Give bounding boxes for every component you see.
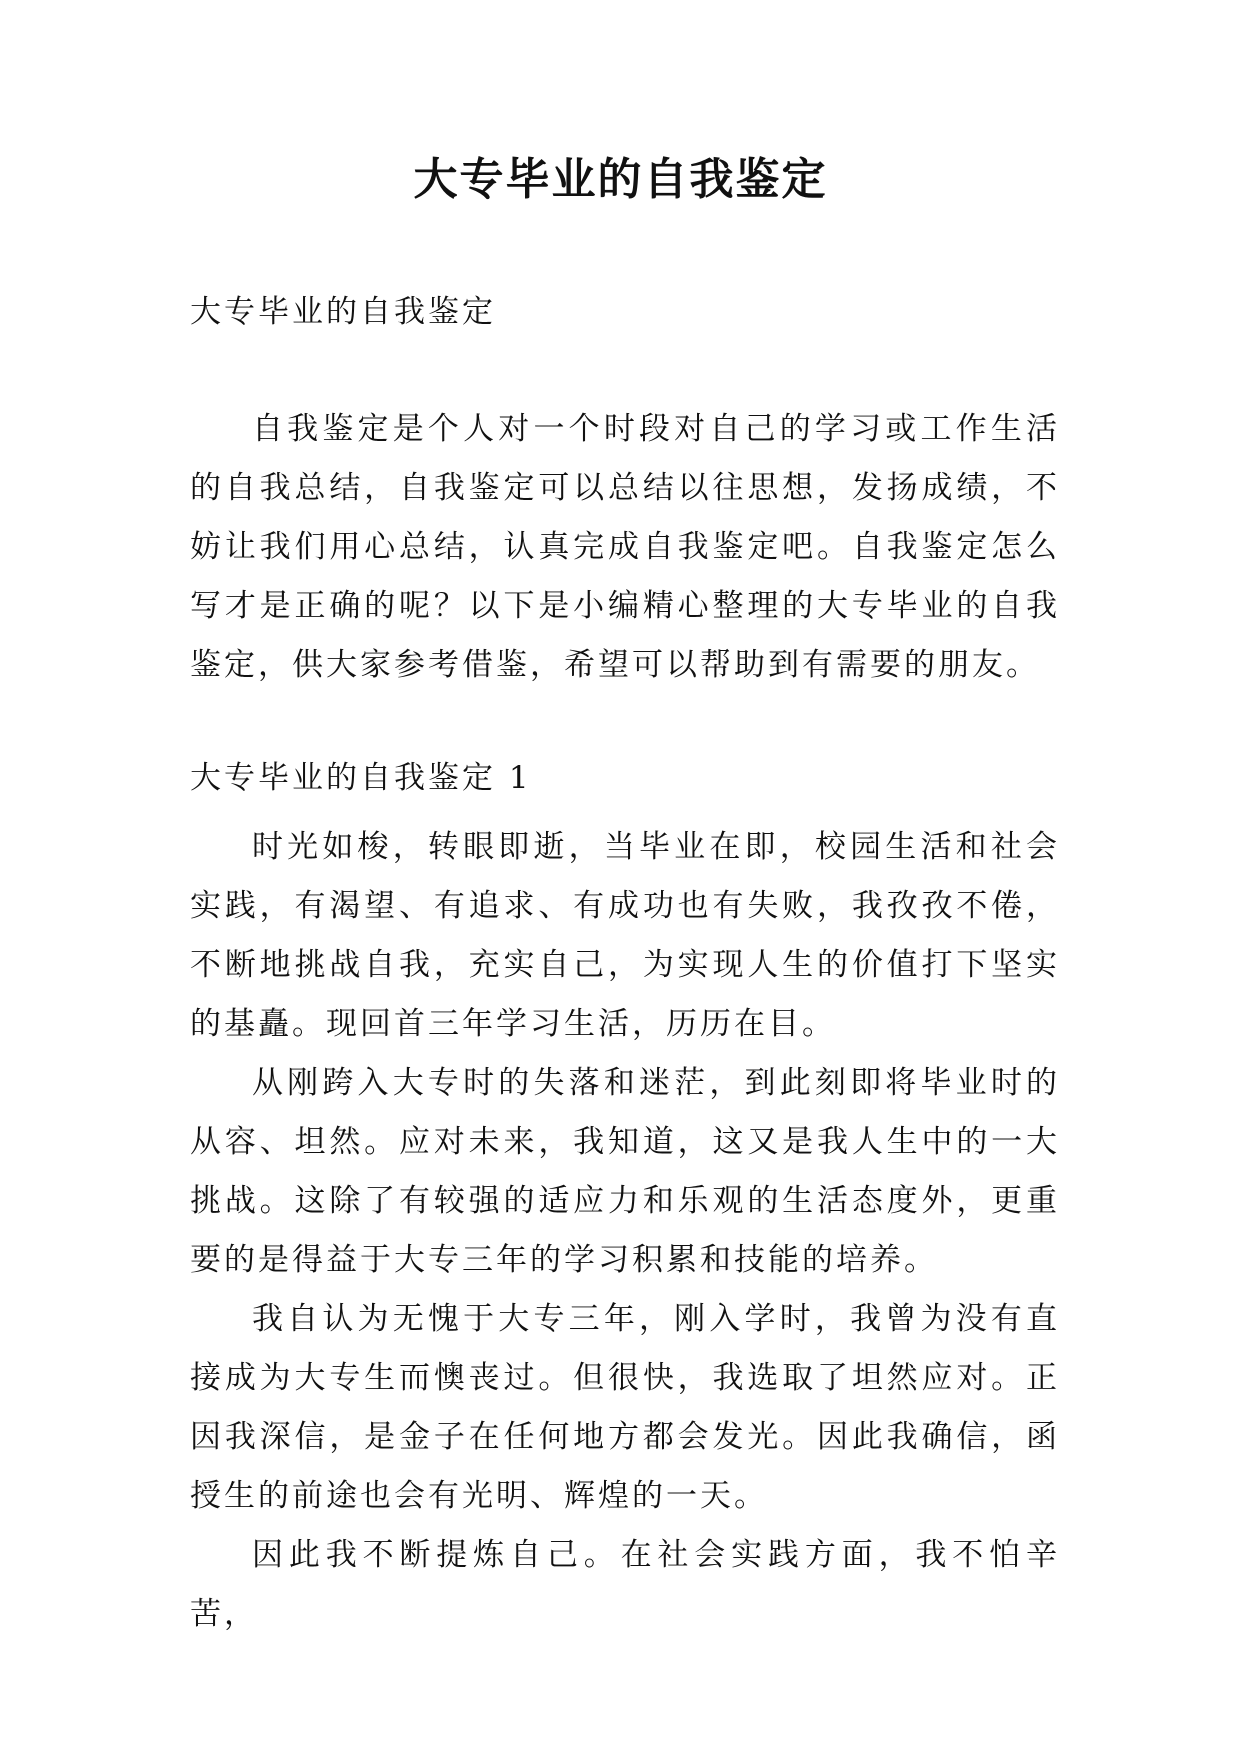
intro-paragraph: 自我鉴定是个人对一个时段对自己的学习或工作生活的自我总结，自我鉴定可以总结以往思想，发扬成绩，不妨让我们用心总结，认真完成自我鉴定吧。自我鉴定怎么写才是正确的呢？以下是小编精心整理的大专毕业的自我鉴定，供大家参考借鉴，希望可以帮助到有需要的朋友。 bbox=[190, 411, 1060, 683]
section-heading: 大专毕业的自我鉴定 1 bbox=[190, 760, 532, 796]
body-paragraph-4: 因此我不断提炼自己。在社会实践方面，我不怕辛苦， bbox=[190, 1537, 1060, 1632]
document-subtitle: 大专毕业的自我鉴定 bbox=[190, 294, 496, 330]
document-title: 大专毕业的自我鉴定 bbox=[413, 154, 828, 205]
intro-section bbox=[190, 400, 1060, 695]
section-body bbox=[190, 818, 1060, 1644]
body-paragraph-1: 时光如梭，转眼即逝，当毕业在即，校园生活和社会实践，有渴望、有追求、有成功也有失败，我孜孜不倦，不断地挑战自我，充实自己，为实现人生的价值打下坚实的基矗。现回首三年学习生活，历历在目。 bbox=[190, 829, 1060, 1042]
body-paragraph-2: 从刚跨入大专时的失落和迷茫，到此刻即将毕业时的从容、坦然。应对未来，我知道，这又是我人生中的一大挑战。这除了有较强的适应力和乐观的生活态度外，更重要的是得益于大专三年的学习积累和技能的培养。 bbox=[190, 1065, 1060, 1278]
body-paragraph-3: 我自认为无愧于大专三年，刚入学时，我曾为没有直接成为大专生而懊丧过。但很快，我选取了坦然应对。正因我深信，是金子在任何地方都会发光。因此我确信，函授生的前途也会有光明、辉煌的一天。 bbox=[190, 1301, 1060, 1514]
